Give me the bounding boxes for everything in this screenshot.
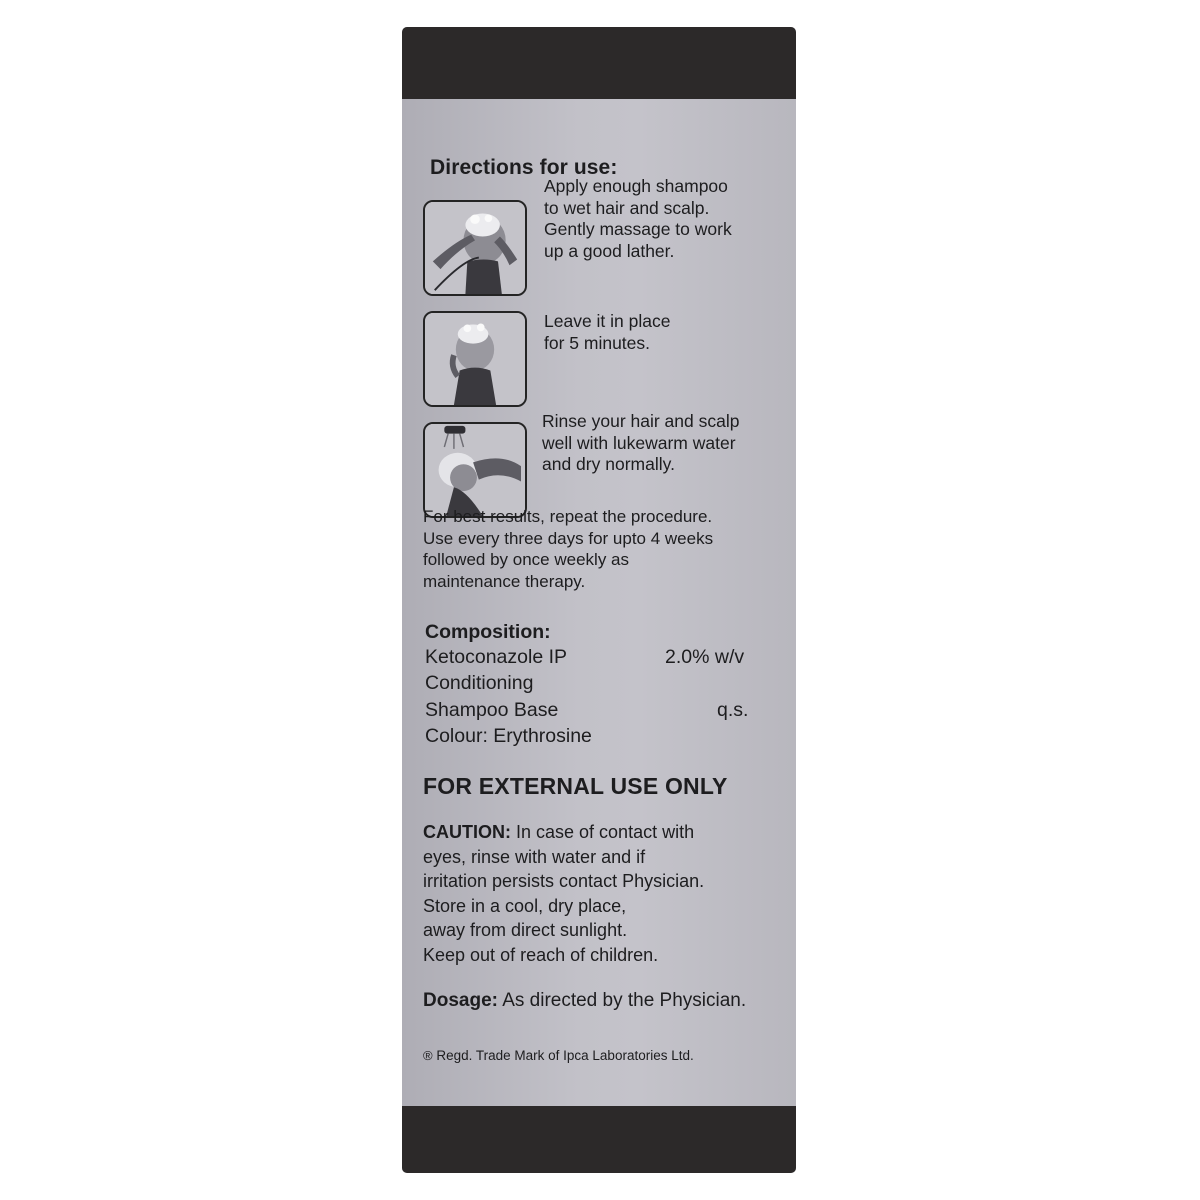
label-panel bbox=[402, 99, 796, 1106]
registered-trademark-icon: ® bbox=[423, 1048, 433, 1063]
step-1-text: Apply enough shampoo to wet hair and scalp. Gently massage to work up a good lather. bbox=[544, 176, 732, 261]
shampoo-carton-back-panel bbox=[402, 27, 796, 1173]
shampoo-wait-icon bbox=[425, 313, 525, 405]
best-results-note: For best results, repeat the procedure. Use every three days for upto 4 weeks followed by once weekly as maintenance therapy. bbox=[423, 507, 714, 591]
trademark-text: Regd. Trade Mark of Ipca Laboratories Ltd. bbox=[432, 1048, 694, 1063]
composition-ingredient-name: Shampoo Base bbox=[425, 699, 559, 721]
step-2-text: Leave it in place for 5 minutes. bbox=[544, 311, 671, 353]
step-3-text: Rinse your hair and scalp well with lukewarm water and dry normally. bbox=[542, 411, 740, 474]
bottom-dark-band bbox=[402, 1106, 796, 1173]
composition-heading: Composition: bbox=[425, 621, 551, 643]
composition-ingredient-value: q.s. bbox=[717, 699, 749, 721]
trademark-note bbox=[423, 1048, 694, 1063]
shampoo-apply-illustration bbox=[423, 200, 527, 296]
top-dark-band bbox=[402, 27, 796, 99]
shampoo-wait-illustration bbox=[423, 311, 527, 407]
composition-ingredient-value: 2.0% w/v bbox=[665, 646, 745, 668]
dosage-label: Dosage: bbox=[423, 990, 498, 1011]
external-use-warning: FOR EXTERNAL USE ONLY bbox=[423, 773, 728, 799]
composition-ingredient-name: Conditioning bbox=[425, 672, 534, 694]
caution-block bbox=[423, 820, 704, 967]
hair-rinse-illustration bbox=[423, 422, 527, 518]
directions-heading: Directions for use: bbox=[430, 156, 618, 179]
dosage-text: As directed by the Physician. bbox=[497, 990, 747, 1011]
caution-text: In case of contact with eyes, rinse with water and if irritation persists contact Physician. Store in a cool, dry place, away from direct sunlight. Keep out of reach of children. bbox=[423, 822, 705, 965]
composition-ingredient-name: Colour: Erythrosine bbox=[425, 725, 592, 747]
dosage-line bbox=[423, 990, 746, 1012]
shampoo-apply-icon bbox=[425, 202, 525, 294]
hair-rinse-icon bbox=[425, 424, 525, 516]
caution-label: CAUTION: bbox=[423, 822, 511, 842]
composition-ingredient-name: Ketoconazole IP bbox=[425, 646, 568, 668]
